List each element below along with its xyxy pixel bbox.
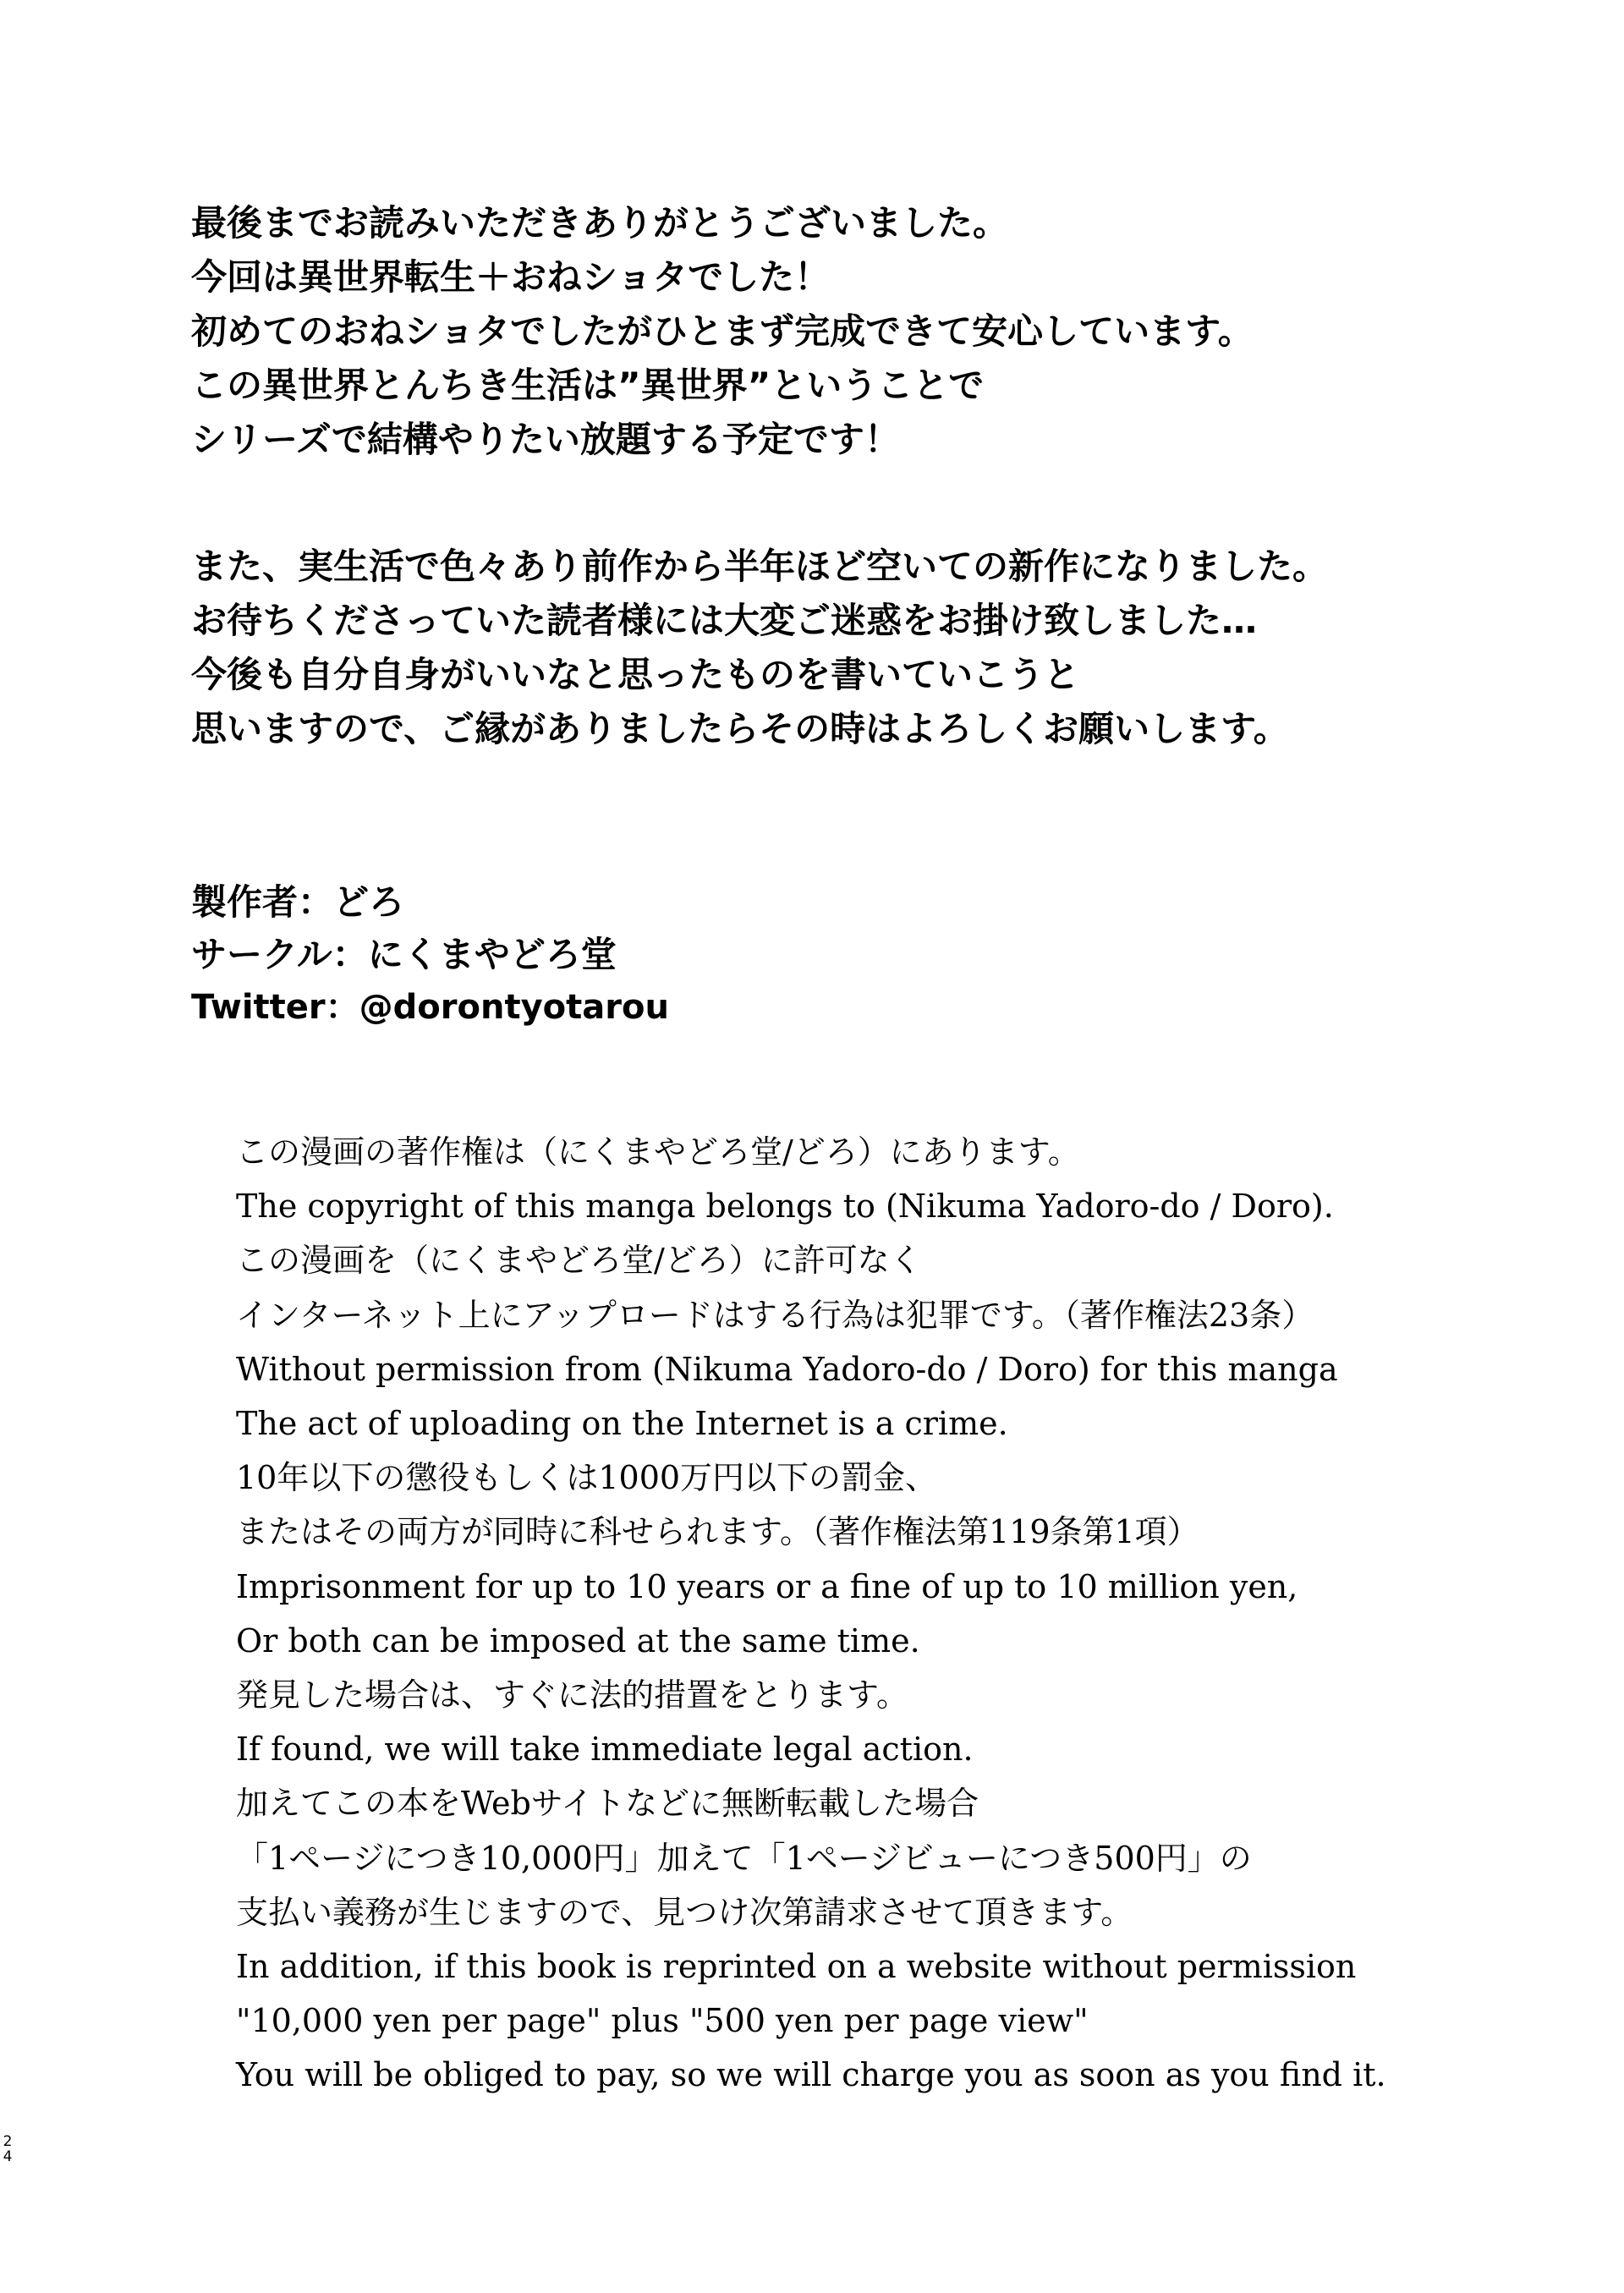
copyright-notice (236, 1125, 1386, 2102)
notice-line: "10,000 yen per page" plus "500 yen per page view" (236, 2002, 1089, 2040)
notice-line: この漫画を（にくまやどろ堂/どろ）に許可なく (236, 1242, 922, 1280)
page-number-digit: 4 (3, 2148, 13, 2165)
notice-line: If found, we will take immediate legal action. (236, 1731, 974, 1769)
afterword-line: お待ちくださっていた読者様には大変ご迷惑をお掛け致しました… (191, 600, 1258, 641)
notice-line: Without permission from (Nikuma Yadoro-do / Doro) for this manga (236, 1350, 1338, 1388)
notice-line: Or both can be imposed at the same time. (236, 1621, 920, 1659)
afterword-line: シリーズで結構やりたい放題する予定です！ (191, 419, 900, 460)
afterword-line: 今後も自分自身がいいなと思ったものを書いていこうと (191, 654, 1080, 695)
notice-line: 「1ページにつき10,000円」加えて「1ページビューにつき500円」の (236, 1839, 1252, 1877)
notice-line: The copyright of this manga belongs to (Nikuma Yadoro-do / Doro). (236, 1188, 1334, 1226)
notice-line: The act of uploading on the Internet is a crime. (236, 1405, 1008, 1443)
notice-line: 10年以下の懲役もしくは1000万円以下の罰金、 (236, 1459, 938, 1497)
afterword-line: 初めてのおねショタでしたがひとまず完成できて安心しています。 (191, 310, 1254, 352)
notice-line: 加えてこの本をWebサイトなどに無断転載した場合 (236, 1785, 979, 1823)
notice-line: You will be obliged to pay, so we will charge you as soon as you find it. (236, 2056, 1386, 2094)
afterword-line: 最後までお読みいただきありがとうございました。 (191, 202, 1009, 244)
afterword-paragraph-2 (191, 540, 1328, 756)
notice-line: 支払い義務が生じますので、見つけ次第請求させて頂きます。 (236, 1893, 1133, 1931)
credits (191, 876, 669, 1034)
page-number (2, 2134, 14, 2164)
afterword-line: この異世界とんちき生活は”異世界”ということで (191, 365, 985, 406)
afterword-line: 思いますので、ご縁がありましたらその時はよろしくお願いします。 (191, 708, 1289, 749)
notice-line: Imprisonment for up to 10 years or a fine of up to 10 million yen, (236, 1567, 1298, 1605)
afterword-line: また、実生活で色々あり前作から半年ほど空いての新作になりました。 (191, 546, 1329, 587)
notice-line: In addition, if this book is reprinted on a website without permission (236, 1947, 1357, 1985)
notice-line: インターネット上にアップロードはする行為は犯罪です。（著作権法23条） (236, 1296, 1314, 1334)
credit-author: 製作者：どろ (191, 881, 405, 923)
notice-line: 発見した場合は、すぐに法的措置をとります。 (236, 1676, 908, 1714)
afterword-line: 今回は異世界転生＋おねショタでした！ (191, 256, 831, 298)
notice-line: またはその両方が同時に科せられます。（著作権法第119条第1項） (236, 1513, 1199, 1551)
credit-circle: サークル：にくまやどろ堂 (191, 934, 617, 975)
afterword-paragraph-1 (191, 196, 1254, 467)
notice-line: この漫画の著作権は（にくまやどろ堂/どろ）にあります。 (236, 1133, 1080, 1171)
page-number-digit: 2 (3, 2133, 13, 2150)
credit-twitter: Twitter：@dorontyotarou (191, 988, 669, 1027)
